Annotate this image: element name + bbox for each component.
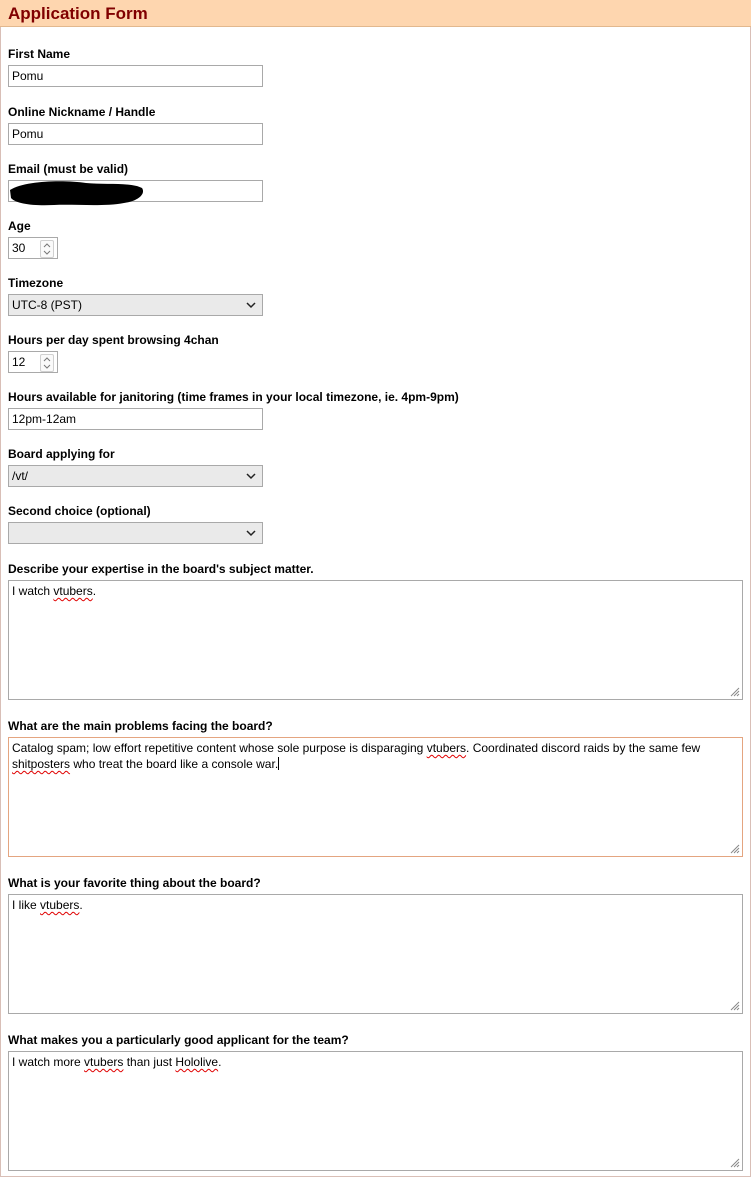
- misspelled-word: vtubers: [40, 898, 80, 912]
- misspelled-word: vtubers: [426, 741, 467, 755]
- age-value: 30: [12, 241, 26, 255]
- second-choice-select[interactable]: [8, 522, 263, 544]
- good-applicant-text: than just: [123, 1055, 176, 1069]
- favorite-text: .: [79, 898, 83, 912]
- misspelled-word: shitposters: [12, 757, 71, 771]
- favorite-label: What is your favorite thing about the board?: [8, 876, 261, 890]
- misspelled-word: Hololive: [175, 1055, 219, 1069]
- first-name-value: Pomu: [12, 69, 44, 83]
- nickname-input[interactable]: [8, 123, 263, 145]
- email-label: Email (must be valid): [8, 162, 129, 176]
- up-down-arrows-icon[interactable]: [40, 354, 54, 372]
- up-down-arrows-icon[interactable]: [40, 240, 54, 258]
- timezone-select[interactable]: [8, 294, 263, 316]
- second-choice-label: Second choice (optional): [8, 504, 151, 518]
- favorite-text: I like: [12, 898, 41, 912]
- problems-textarea[interactable]: [8, 737, 743, 857]
- first-name-input[interactable]: [8, 65, 263, 87]
- hours-browsing-input[interactable]: [8, 351, 58, 373]
- timezone-label: Timezone: [8, 276, 64, 290]
- good-applicant-textarea[interactable]: [8, 1051, 743, 1171]
- expertise-label: Describe your expertise in the board's subject matter.: [8, 562, 314, 576]
- misspelled-word: vtubers: [53, 584, 93, 598]
- hours-browsing-value: 12: [12, 355, 26, 369]
- form-title: Application Form: [8, 4, 148, 23]
- board-label: Board applying for: [8, 447, 115, 461]
- board-value: /vt/: [12, 469, 29, 483]
- good-applicant-text: I watch more: [12, 1055, 85, 1069]
- nickname-label: Online Nickname / Handle: [8, 105, 156, 119]
- resize-grip-icon[interactable]: [728, 999, 740, 1011]
- resize-grip-icon[interactable]: [728, 685, 740, 697]
- problems-text: . Coordinated discord raids by the same few: [466, 741, 701, 755]
- misspelled-word: vtubers: [84, 1055, 124, 1069]
- hours-browsing-label: Hours per day spent browsing 4chan: [8, 333, 219, 347]
- form-header: [0, 0, 751, 27]
- nickname-value: Pomu: [12, 127, 44, 141]
- chevron-down-icon: [246, 472, 256, 480]
- expertise-textarea[interactable]: [8, 580, 743, 700]
- good-applicant-label: What makes you a particularly good applicant for the team?: [8, 1033, 349, 1047]
- good-applicant-text: .: [218, 1055, 222, 1069]
- age-input[interactable]: [8, 237, 58, 259]
- first-name-label: First Name: [8, 47, 71, 61]
- resize-grip-icon[interactable]: [728, 1156, 740, 1168]
- age-label: Age: [8, 219, 31, 233]
- problems-text: Catalog spam; low effort repetitive content whose sole purpose is disparaging: [12, 741, 427, 755]
- problems-text: who treat the board like a console war.: [70, 757, 279, 771]
- resize-grip-icon[interactable]: [728, 842, 740, 854]
- text-caret: [278, 757, 279, 770]
- timezone-value: UTC-8 (PST): [12, 298, 82, 312]
- expertise-text: I watch: [12, 584, 54, 598]
- chevron-down-icon: [246, 301, 256, 309]
- hours-available-input[interactable]: [8, 408, 263, 430]
- hours-available-value: 12pm-12am: [12, 412, 77, 426]
- hours-available-label: Hours available for janitoring (time frames in your local timezone, ie. 4pm-9pm): [8, 390, 459, 404]
- board-select[interactable]: [8, 465, 263, 487]
- email-input[interactable]: [8, 180, 263, 202]
- expertise-text: .: [92, 584, 97, 598]
- chevron-down-icon: [246, 529, 256, 537]
- favorite-textarea[interactable]: [8, 894, 743, 1014]
- problems-label: What are the main problems facing the board?: [8, 719, 273, 733]
